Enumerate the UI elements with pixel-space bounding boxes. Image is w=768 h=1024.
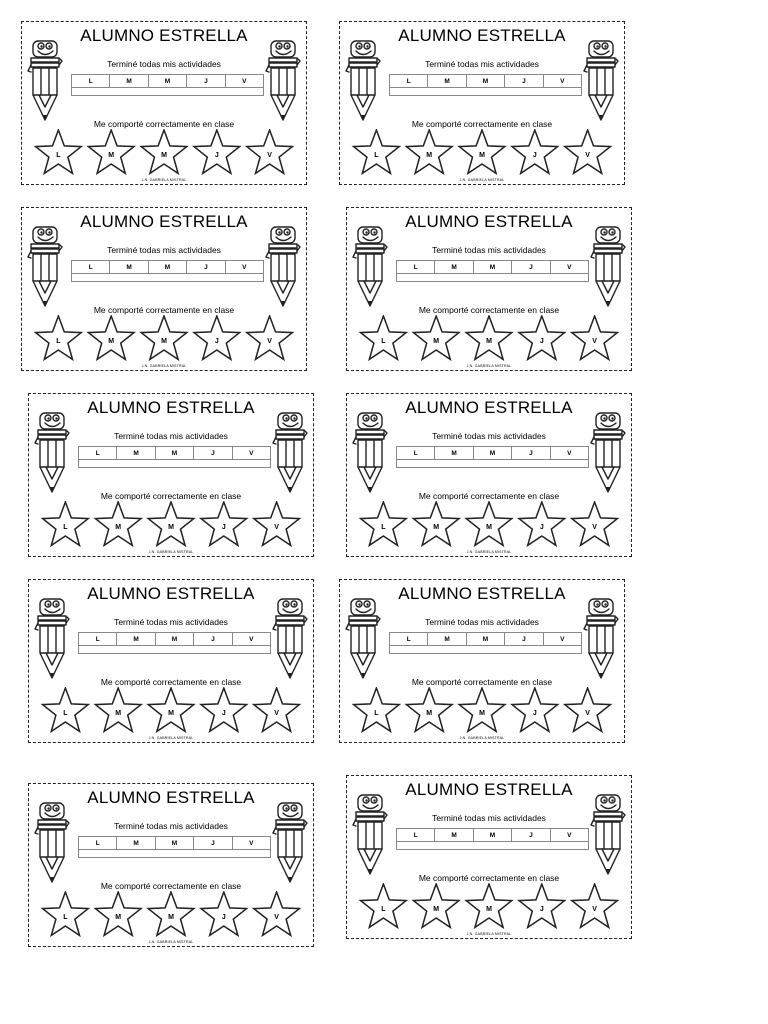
behavior-label: Me comporté correctamente en clase [100, 881, 242, 891]
days-header-row [72, 75, 263, 88]
behavior-label: Me comporté correctamente en clase [100, 491, 242, 501]
star-day-label: J [221, 524, 226, 531]
days-check-row [390, 88, 581, 95]
star-day-label: M [479, 152, 485, 159]
day-cell: L [79, 837, 117, 849]
days-checklist-table [78, 446, 271, 468]
pencil-mascot-icon [590, 789, 626, 879]
star-day-label: M [426, 710, 433, 717]
star-day-label: V [274, 914, 279, 921]
days-checklist-table [396, 828, 589, 850]
behavior-stars-row [32, 315, 296, 361]
star-day-label: L [381, 338, 386, 345]
behavior-stars-row [350, 129, 614, 175]
star-day-label: M [426, 152, 433, 159]
activities-label: Terminé todas mis actividades [107, 245, 221, 255]
day-cell: J [505, 633, 543, 645]
star-student-card [28, 783, 314, 947]
star-day-label: M [161, 152, 167, 159]
star-day-label: J [532, 152, 537, 159]
activities-label: Terminé todas mis actividades [107, 59, 221, 69]
pencil-mascot-icon [27, 35, 63, 125]
days-check-row [72, 88, 263, 95]
card-title: ALUMNO ESTRELLA [80, 212, 248, 231]
star-day-label: M [108, 338, 115, 345]
star-student-card [346, 393, 632, 557]
star-day-label: V [585, 152, 590, 159]
star-day-label: M [108, 152, 115, 159]
day-cell: J [194, 633, 232, 645]
pencil-mascot-icon [590, 221, 626, 311]
days-check-row [79, 646, 270, 653]
star-day-label: M [479, 710, 485, 717]
school-credit: J.N. GABRIELA MISTRAL [141, 178, 187, 182]
star-day-label: J [221, 710, 226, 717]
card-title: ALUMNO ESTRELLA [87, 398, 255, 417]
days-check-row [397, 460, 588, 467]
day-cell: M [435, 261, 473, 273]
star-day-label: M [486, 338, 492, 345]
star-day-label: L [63, 914, 68, 921]
star-day-label: V [274, 710, 279, 717]
behavior-label: Me comporté correctamente en clase [418, 873, 560, 883]
pencil-mascot-icon [583, 35, 619, 125]
card-title: ALUMNO ESTRELLA [398, 26, 566, 45]
behavior-stars-row [357, 883, 621, 929]
star-day-label: V [592, 906, 597, 913]
days-checklist-table [78, 836, 271, 858]
star-student-card [339, 21, 625, 185]
star-day-label: V [267, 152, 272, 159]
day-cell: V [249, 839, 254, 847]
star-day-label: M [168, 914, 174, 921]
star-day-label: M [486, 524, 492, 531]
card-title: ALUMNO ESTRELLA [80, 26, 248, 45]
days-checklist-table [389, 74, 582, 96]
school-credit: J.N. GABRIELA MISTRAL [148, 736, 194, 740]
card-title: ALUMNO ESTRELLA [405, 398, 573, 417]
day-cell: L [397, 829, 435, 841]
day-cell: M [474, 829, 512, 841]
day-cell: M [110, 261, 148, 273]
behavior-stars-row [32, 129, 296, 175]
school-credit: J.N. GABRIELA MISTRAL [466, 932, 512, 936]
days-header-row [79, 447, 270, 460]
pencil-mascot-icon [265, 221, 301, 311]
day-cell: J [194, 837, 232, 849]
days-header-row [79, 837, 270, 850]
behavior-stars-row [39, 891, 303, 937]
star-day-label: L [56, 152, 61, 159]
school-credit: J.N. GABRIELA MISTRAL [148, 940, 194, 944]
pencil-mascot-icon [272, 797, 308, 887]
days-header-row [79, 633, 270, 646]
day-cell: V [567, 449, 572, 457]
day-cell: L [397, 447, 435, 459]
day-cell: J [194, 447, 232, 459]
star-day-label: L [374, 152, 379, 159]
days-check-row [72, 274, 263, 281]
pencil-mascot-icon [352, 221, 388, 311]
card-title: ALUMNO ESTRELLA [87, 788, 255, 807]
pencil-mascot-icon [583, 593, 619, 683]
day-cell: V [567, 263, 572, 271]
card-title: ALUMNO ESTRELLA [87, 584, 255, 603]
star-day-label: V [592, 524, 597, 531]
behavior-label: Me comporté correctamente en clase [418, 305, 560, 315]
school-credit: J.N. GABRIELA MISTRAL [141, 364, 187, 368]
day-cell: M [149, 75, 187, 87]
behavior-stars-row [350, 687, 614, 733]
star-day-label: M [433, 524, 440, 531]
behavior-label: Me comporté correctamente en clase [100, 677, 242, 687]
days-header-row [72, 261, 263, 274]
pencil-mascot-icon [272, 407, 308, 497]
card-title: ALUMNO ESTRELLA [398, 584, 566, 603]
day-cell: V [249, 449, 254, 457]
day-cell: V [560, 635, 565, 643]
star-day-label: L [381, 524, 386, 531]
star-day-label: M [433, 338, 440, 345]
star-student-card [28, 579, 314, 743]
star-day-label: M [115, 710, 122, 717]
days-header-row [397, 829, 588, 842]
star-day-label: V [274, 524, 279, 531]
pencil-mascot-icon [34, 593, 70, 683]
star-day-label: V [267, 338, 272, 345]
days-checklist-table [389, 632, 582, 654]
day-cell: M [117, 447, 155, 459]
day-cell: M [156, 447, 194, 459]
day-cell: L [79, 633, 117, 645]
star-day-label: J [539, 338, 544, 345]
star-student-card [21, 207, 307, 371]
star-day-label: M [433, 906, 440, 913]
star-day-label: J [532, 710, 537, 717]
pencil-mascot-icon [265, 35, 301, 125]
days-checklist-table [78, 632, 271, 654]
behavior-label: Me comporté correctamente en clase [93, 119, 235, 129]
star-day-label: M [115, 524, 122, 531]
star-day-label: M [168, 710, 174, 717]
star-day-label: M [168, 524, 174, 531]
day-cell: M [435, 829, 473, 841]
star-student-card [346, 207, 632, 371]
pencil-mascot-icon [590, 407, 626, 497]
behavior-label: Me comporté correctamente en clase [411, 677, 553, 687]
activities-label: Terminé todas mis actividades [432, 813, 546, 823]
day-cell: M [435, 447, 473, 459]
card-title: ALUMNO ESTRELLA [405, 212, 573, 231]
days-header-row [397, 261, 588, 274]
day-cell: M [156, 837, 194, 849]
day-cell: M [156, 633, 194, 645]
pencil-mascot-icon [352, 407, 388, 497]
star-day-label: L [381, 906, 386, 913]
activities-label: Terminé todas mis actividades [114, 431, 228, 441]
days-checklist-table [71, 74, 264, 96]
star-day-label: L [63, 524, 68, 531]
star-day-label: V [585, 710, 590, 717]
day-cell: M [474, 261, 512, 273]
pencil-mascot-icon [352, 789, 388, 879]
activities-label: Terminé todas mis actividades [114, 821, 228, 831]
days-check-row [79, 850, 270, 857]
activities-label: Terminé todas mis actividades [425, 617, 539, 627]
days-header-row [390, 633, 581, 646]
day-cell: M [428, 633, 466, 645]
activities-label: Terminé todas mis actividades [432, 245, 546, 255]
day-cell: M [467, 75, 505, 87]
days-check-row [79, 460, 270, 467]
days-checklist-table [71, 260, 264, 282]
star-day-label: L [63, 710, 68, 717]
day-cell: L [397, 261, 435, 273]
days-check-row [397, 842, 588, 849]
behavior-stars-row [39, 501, 303, 547]
school-credit: J.N. GABRIELA MISTRAL [148, 550, 194, 554]
days-header-row [397, 447, 588, 460]
day-cell: V [249, 635, 254, 643]
pencil-mascot-icon [345, 35, 381, 125]
activities-label: Terminé todas mis actividades [114, 617, 228, 627]
star-day-label: M [486, 906, 492, 913]
day-cell: V [567, 831, 572, 839]
day-cell: M [110, 75, 148, 87]
pencil-mascot-icon [34, 407, 70, 497]
star-day-label: L [56, 338, 61, 345]
star-student-card [21, 21, 307, 185]
day-cell: L [79, 447, 117, 459]
behavior-label: Me comporté correctamente en clase [93, 305, 235, 315]
days-check-row [390, 646, 581, 653]
star-day-label: J [214, 152, 219, 159]
star-student-card [28, 393, 314, 557]
days-checklist-table [396, 260, 589, 282]
day-cell: M [149, 261, 187, 273]
star-day-label: J [539, 906, 544, 913]
days-checklist-table [396, 446, 589, 468]
day-cell: M [428, 75, 466, 87]
pencil-mascot-icon [272, 593, 308, 683]
day-cell: J [512, 447, 550, 459]
day-cell: M [474, 447, 512, 459]
school-credit: J.N. GABRIELA MISTRAL [466, 364, 512, 368]
pencil-mascot-icon [27, 221, 63, 311]
school-credit: J.N. GABRIELA MISTRAL [466, 550, 512, 554]
day-cell: L [72, 261, 110, 273]
day-cell: V [242, 263, 247, 271]
star-day-label: J [539, 524, 544, 531]
school-credit: J.N. GABRIELA MISTRAL [459, 178, 505, 182]
behavior-stars-row [39, 687, 303, 733]
behavior-label: Me comporté correctamente en clase [411, 119, 553, 129]
days-check-row [397, 274, 588, 281]
activities-label: Terminé todas mis actividades [432, 431, 546, 441]
star-day-label: V [592, 338, 597, 345]
day-cell: J [512, 261, 550, 273]
day-cell: J [512, 829, 550, 841]
school-credit: J.N. GABRIELA MISTRAL [459, 736, 505, 740]
day-cell: J [187, 261, 225, 273]
behavior-stars-row [357, 501, 621, 547]
day-cell: L [390, 75, 428, 87]
card-title: ALUMNO ESTRELLA [405, 780, 573, 799]
star-day-label: J [221, 914, 226, 921]
star-day-label: M [161, 338, 167, 345]
day-cell: L [72, 75, 110, 87]
day-cell: L [390, 633, 428, 645]
day-cell: M [117, 633, 155, 645]
star-day-label: J [214, 338, 219, 345]
pencil-mascot-icon [34, 797, 70, 887]
day-cell: V [560, 77, 565, 85]
star-student-card [346, 775, 632, 939]
day-cell: J [187, 75, 225, 87]
star-student-card [339, 579, 625, 743]
day-cell: M [467, 633, 505, 645]
day-cell: M [117, 837, 155, 849]
star-day-label: M [115, 914, 122, 921]
behavior-stars-row [357, 315, 621, 361]
star-day-label: L [374, 710, 379, 717]
day-cell: V [242, 77, 247, 85]
activities-label: Terminé todas mis actividades [425, 59, 539, 69]
day-cell: J [505, 75, 543, 87]
pencil-mascot-icon [345, 593, 381, 683]
days-header-row [390, 75, 581, 88]
behavior-label: Me comporté correctamente en clase [418, 491, 560, 501]
